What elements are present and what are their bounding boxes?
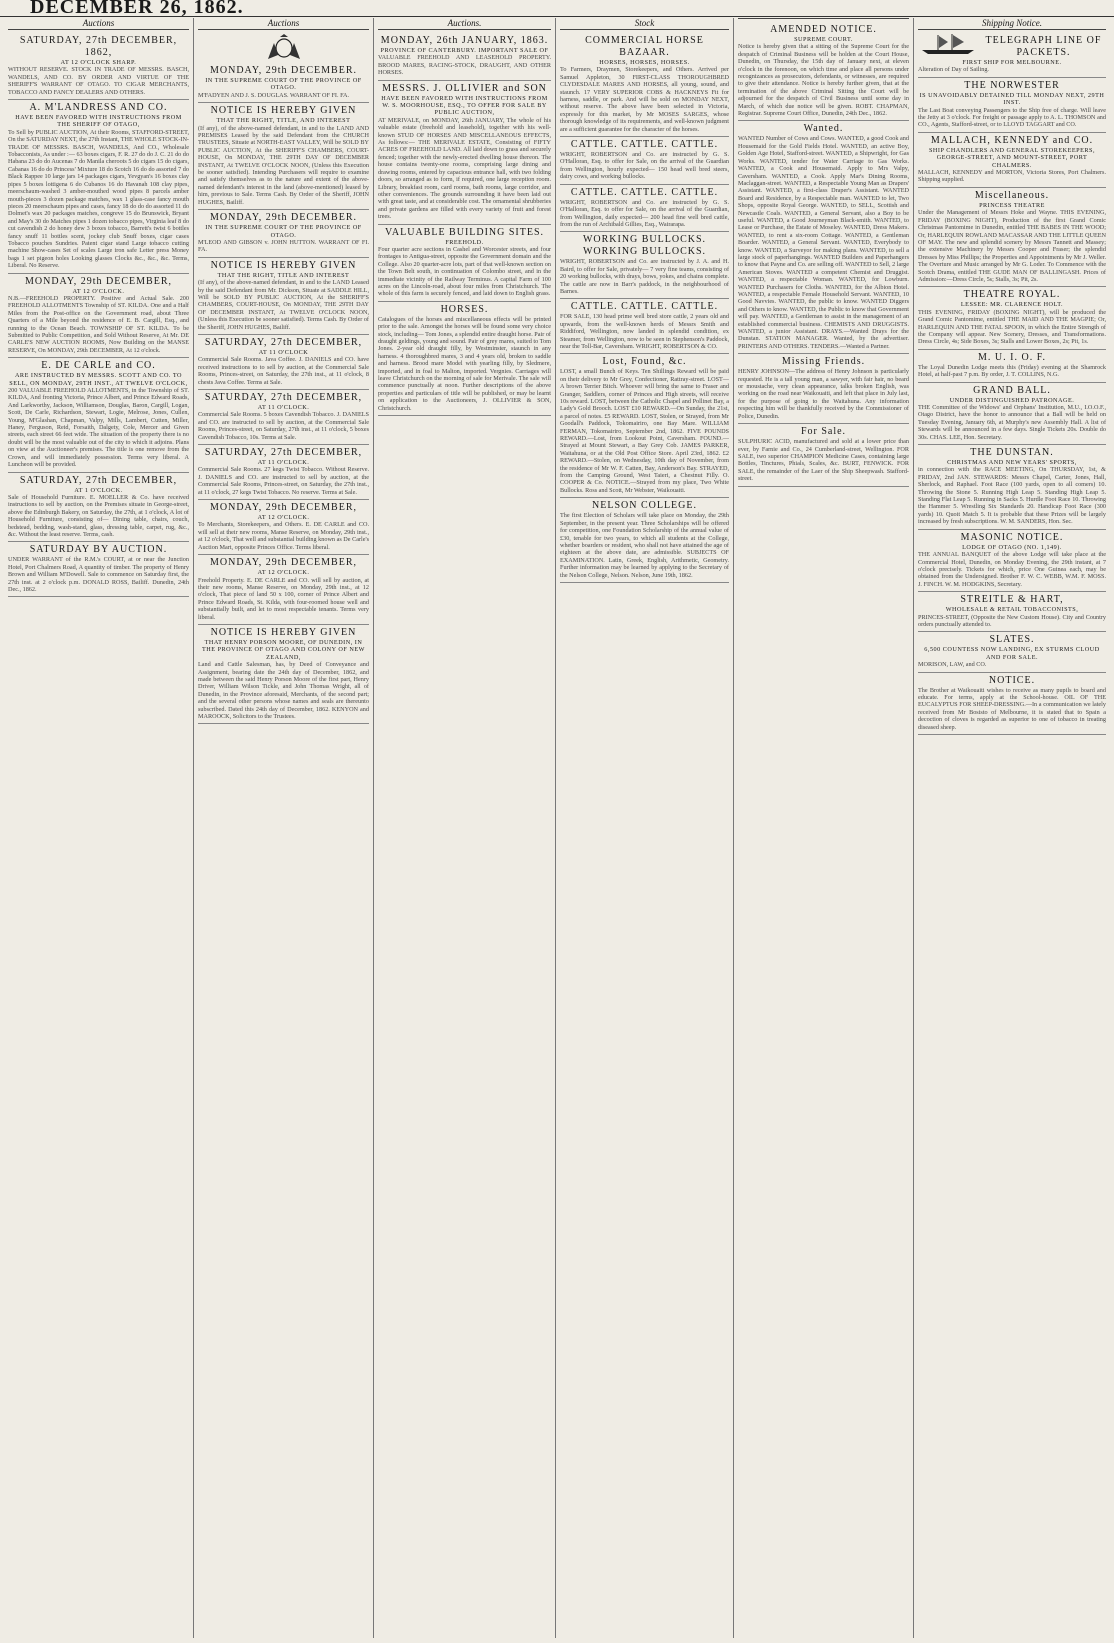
column-5: [734, 18, 914, 1638]
ad-title: VALUABLE BUILDING SITES.: [384, 226, 545, 238]
ad-body: (If any), of the above-named defendant, in and to the LAND AND PREMISES Leased by the said Defendant from the CHURCH TRUSTEES, Situate at NORTH-EAST VALLEY, Will be SOLD BY PUBLIC AUCTION, At the SHERIFF'S CHAMBERS, COURT-HOUSE, On MONDAY, THE 29TH DAY OF DECEMBER INSTANT, At TWELVE O'CLOCK NOON, (Unless this Execution be sooner satisfied). Intending Purchasers will require to examine and satisfy themselves as to the nature and extent of the above-named defendant's interest in the land (above-mentioned) leased by him, previous to Sale. Terms Cash. By Order of the Sheriff, JOHN HUGHES, Bailiff.: [198, 124, 369, 206]
advertisement: [198, 500, 369, 555]
ad-subtitle: IN THE SUPREME COURT OF THE PROVINCE OF OTAGO.: [205, 224, 362, 239]
advertisement: [918, 592, 1106, 632]
column-1: [4, 18, 194, 1638]
column-2: [194, 18, 374, 1638]
ad-subtitle: LESSEE: MR. CLARENCE HOLT.: [960, 301, 1064, 309]
ad-subtitle: HORSES, HORSES, HORSES.: [599, 59, 690, 66]
advertisement: [738, 121, 909, 354]
ad-subtitle: HAVE BEEN FAVORED WITH INSTRUCTIONS FROM W. S. MOORHOUSE, ESQ., TO OFFER FOR SALE BY PUBLIC AUCTION,: [381, 94, 548, 117]
column-heading: Stock: [560, 18, 729, 30]
ad-subtitle: FREEHOLD.: [445, 238, 484, 246]
ad-body: The Loyal Dunedin Lodge meets this (Friday) evening at the Shamrock Hotel, at half-past 7 p.m. By order, J. T. COLLINS, N.G.: [918, 363, 1106, 379]
advertisement: [198, 103, 369, 210]
ad-title: MONDAY, 29th DECEMBER,: [24, 275, 173, 287]
advertisement: [560, 185, 729, 233]
ad-subtitle: ARE INSTRUCTED BY MESSRS. SCOTT AND CO. TO SELL, ON MONDAY, 29TH INST., AT TWELVE O'CLOCK,: [9, 372, 188, 387]
advertisement: [560, 33, 729, 137]
columns-container: [4, 18, 1110, 1638]
ad-subtitle: HAVE BEEN FAVORED WITH INSTRUCTIONS FROM THE SHERIFF OF OTAGO,: [15, 114, 182, 129]
ad-body: To Merchants, Storekeepers, and Others. E. DE CARLE and CO. will sell at their new rooms, Manse Reserve, on Monday, 29th inst., at 12 o'clock, That well and substantial building known as De Carle's Auction Mart, opposite Princes Office. Terms liberal.: [198, 521, 369, 551]
ad-body: Freehold Property. E. DE CARLE and CO. will sell by auction, at their new rooms, Manse Reserve, on Monday, 29th inst., at 12 o'clock, That piece of land 50 x 100, corner of Prince Albert and Prince Edward Roads, St. Kilda, with four-roomed house well and substantially built, and let to most respectable tenants. Terms very liberal.: [198, 576, 369, 621]
advertisement: [918, 78, 1106, 133]
ad-title: CATTLE. CATTLE. CATTLE.: [570, 186, 719, 198]
ad-title: THE DUNSTAN.: [970, 447, 1054, 459]
ad-subtitle: THAT HENRY PORSON MOORE, OF DUNEDIN, IN THE PROVINCE OF OTAGO AND COLONY OF NEW ZEALAND,: [202, 638, 365, 661]
ad-body: in connection with the RACE MEETING, On THURSDAY, 1st, & FRIDAY, 2nd JAN. STEWARDS: Messrs Chapel, Carter, Jones, Hall, Sherlock, and Raphael. Foot Race (100 yards, open to all comers) 10. Throwing the Stone 5. Running High Leap 5. Standing High Leap 5. Standing Flat Leap 5. Running in Sacks 5. Hurdle Foot Race 10. Throwing the Hammer 5. Wrestling Six Standards 20. Handicap Foot Race (300 yards) 10. Quoit Match 5. It is probable that these Prizes will be largely increased by fresh subscriptions. W. M. SANDERS, Hon. Sec.: [918, 466, 1106, 526]
ad-body: Commercial Sale Rooms. Java Coffee. J. DANIELS and CO. have received instructions to to sell by auction, at the Commercial Sale Rooms, Princes-street, on Saturday, the 27th inst., at 11 o'clock, 8 chests Java Coffee. Terms at Sale.: [198, 356, 369, 386]
ad-title: COMMERCIAL HORSE BAZAAR.: [585, 35, 704, 58]
ad-body: Commercial Sale Rooms. 5 boxes Cavendish Tobacco. J. DANIELS and CO. are instructed to sell by auction, at the Commercial Sale Rooms, Princes-street, on Saturday, 27th inst., at 11 o'clock, 5 boxes Cavendish Tobacco, 10s. Terms at Sale.: [198, 411, 369, 441]
advertisement: [560, 354, 729, 498]
ad-title: CATTLE. CATTLE. CATTLE.: [570, 301, 719, 313]
ad-title: SLATES.: [989, 634, 1035, 646]
ad-body: (If any), of the above-named defendant, in and to the LAND Leased by the said Defendant from Mr. Dickson, Situate at SADDLE HILL, Will be SOLD BY PUBLIC AUCTION, At the SHERIFF'S CHAMBERS, COURT-HOUSE, On MONDAY, THE 29TH DAY OF DECEMBER INSTANT, At TWELVE O'CLOCK NOON, (Unless this Execution be sooner satisfied). Terms Cash. By Order of the Sheriff, JOHN HUGHES, Bailiff.: [198, 279, 369, 331]
ad-subtitle: AT 11 O'CLOCK.: [257, 404, 310, 411]
ad-body: The Last Boat conveying Passengers to the Ship free of charge. Will leave the Jetty at 3 o'clock. For freight or passage apply to A. L. THOMSON and CO., Agents, Stafford-street, or to LLOYD TAGGART and CO.: [918, 106, 1106, 129]
ad-title: THE NORWESTER: [964, 79, 1060, 91]
ad-subtitle: SHIP CHANDLERS AND GENERAL STOREKEEPERS, GEORGE-STREET, AND MOUNT-STREET, PORT CHALMERS.: [928, 146, 1096, 169]
ad-body: The first Election of Scholars will take place on Monday, the 29th September, in the present year. Three Scholarships will be offered for competition, one Foundation Scholarship of the annual value of £30, tenable for two years, to which all students at the College, whether boarders or resident, who shall not have attained the age of eighteen at the above date, are admissible. SUBJECTS OF EXAMINATION. Latin, Greek, English, Arithmetic, Geometry. Further information may be learned by applying to the Secretary of the Nelson College, Nelson. Nelson, June 19th, 1862.: [560, 512, 729, 579]
ad-body: Catalogues of the horses and miscellaneous effects will be printed prior to the sale. Amongst the horses will be found some very choice stock, including— Tom Jones, a splendid entire draught horse. Pair of draught geldings, young and sound. Pair of grey mares, suited to Tom Jones. 2-year old draught filly, by Westminster, staunch in any harness. 4 thoroughbred mares, 3 and 4 years old, broken to saddle and harness. Brood mare Model with yearling filly, by Sledmere, imported, and in foal to Malton, imported. Vergnies. Carriages will leave Christchurch on the morning of sale for Merivale. The sale will commence punctually at noon. Further descriptions of the above properties and particulars of title will be published, or may be learnt on application to the Auctioneers, J. OLLIVIER & SON, Christchurch.: [378, 315, 551, 412]
ad-body: Land and Cattle Salesman, has, by Deed of Conveyance and Assignment, bearing date the 24th day of December, 1862, and made between the said Henry Porson Moore of the first part, Henry Driver, William Wilson Tickle, and John Thomas Wright, all of Dunedin, in the Province aforesaid, Merchants, of the second part; and the several other persons whose names and seals are thereunto subscribed. Dated this 24th day of December, 1862. KENYON and MAROOCK, Solicitors to the Trustees.: [198, 661, 369, 720]
advertisement: [738, 22, 909, 121]
advertisement: [918, 632, 1106, 672]
royal-crest-icon: [262, 33, 306, 61]
ad-title: NOTICE.: [988, 674, 1036, 686]
ad-body: THE Committee of the Widows' and Orphans' Institution, M.U., I.O.O.F., Otago District, have the honor to announce that a Ball will be held on Tuesday Evening, January 6th, at Murphy's new Assembly Hall. A list of Stewards will be announced in a few days. Single Tickets 20s. Double do 30s. CHAS. LEE, Hon. Secretary.: [918, 404, 1106, 441]
ad-title: MONDAY, 29th DECEMBER.: [209, 65, 358, 76]
ad-title: AMENDED NOTICE.: [770, 24, 877, 35]
ad-subtitle: AT 12 O'CLOCK.: [72, 287, 125, 295]
advertisement: [918, 350, 1106, 383]
advertisement: [918, 188, 1106, 287]
ad-body: 200 VALUABLE FREEHOLD ALLOTMENTS, in the Township of ST. KILDA, And fronting Victoria, Prince Albert, and Prince Edward Roads, And Larkworthy, Jackson, Williamson, Douglas, Baron, Cargill, Logan, Scott, De Carle, Richardson, Stewart, Logie, Melrose, Jones, Cullen, Young, M'Glashan, Chapman, Valpy, Mills, Lambert, Cutten, Miller, Haney, Ferguson, Reid, Forsaith, Dalgety, Cole, Mercer and Given streets, each street 66 feet wide. The situation of the property there is no doubt will be the most valuable out of the city to which it adjoins. Plans on view at the Auctioneer's premises. The title is one remove from the Crown, and will immediately possession. Terms very liberal. A Luncheon will be provided.: [8, 387, 189, 469]
ad-body: MALLACH, KENNEDY and MORTON, Victoria Stores, Port Chalmers. Shipping supplied.: [918, 169, 1106, 184]
advertisement: [198, 390, 369, 445]
ad-title: M. U. I. O. F.: [978, 351, 1046, 363]
advertisement: [918, 530, 1106, 592]
ad-body: The Brother at Waikouaiti wishes to receive as many pupils to board and educate. For terms, apply at the School-house. OIL OF THE EUCALYPTUS FOR SHEEP-DRESSING.—In a communication we lately received from Mr Bosisto of Melbourne, it is stated that to Spain a decoction of cloves is regarded as superior to one of tobacco in treating diseased sheep.: [918, 686, 1106, 731]
ad-body: WRIGHT, ROBERTSON and Co. are instructed by J. A. and H. Baird, to offer for Sale, privately— 7 very fine teams, consisting of 20 working bullocks, with drays, bows, yokes, and chains complete. The cattle are now in Barr's paddock, in the neighbourhood of Barnes.: [560, 258, 729, 295]
ad-title: SATURDAY, 27th DECEMBER,: [204, 447, 363, 459]
ad-title: MALLACH, KENNEDY and CO.: [930, 134, 1094, 146]
ad-subtitle: CHRISTMAS AND NEW YEARS' SPORTS,: [947, 459, 1077, 467]
ad-title: SATURDAY, 27th DECEMBER, 1862,: [19, 35, 178, 58]
advertisement: [378, 81, 551, 225]
column-heading: Auctions: [198, 18, 369, 30]
ad-title: NELSON COLLEGE.: [592, 500, 697, 512]
ad-body: N.B.—FREEHOLD PROPERTY. Positive and Actual Sale. 200 FREEHOLD ALLOTMENTS Township of ST. KILDA. One and a Half Miles from the Post-office on the Government road, about Three Quarters of a Mile beyond the residence of E. B. Cargill, Esq., and running to the Ocean Beach. TOWNSHIP OF ST. KILDA. To be Submitted to Public Competition, and Sold Without Reserve, At Mr. DE CARLE'S NEW AUCTION ROOMS, Now Building on the MANSE RESERVE, On MONDAY, 29th DECEMBER, At 12 o'clock.: [8, 294, 189, 354]
ad-subtitle: LODGE OF OTAGO (NO. 1,149).: [962, 543, 1062, 551]
ad-body: PRINCES-STREET, (Opposite the New Custom House). City and Country orders punctually attended to.: [918, 613, 1106, 628]
ad-subtitle: 6,500 COUNTESS NOW LANDING, EX STURMS CLOUD AND FOR SALE.: [924, 646, 1100, 661]
column-4: [556, 18, 734, 1638]
ad-title: MESSRS. J. OLLIVIER and SON: [382, 82, 547, 94]
advertisement: [198, 555, 369, 625]
ad-body: VALUABLE FREEHOLD AND LEASEHOLD PROPERTY. BROOD MARES, RACING-STOCK, DRAUGHT, AND OTHER HORSES.: [378, 54, 551, 77]
ad-body: WANTED Number of Cows and Cows. WANTED, a good Cook and Housemaid for the Gold Fields Hotel. WANTED, an active Boy, Golden Age Hotel, Stafford-street. WANTED, a Shipwright, for Gas Works. WANTED, tender for Water Carriage to Gas Works. WANTED, a Cook and Housemaid. Apply to Mrs Valpy, Caversham. WANTED, a Cook. Apply Mar's Dining Rooms, Maclaggan-street. WANTED, a Respectable Young Man as Drapers' Assistant. WANTED, a first-class Draper's Assistant. WANTED Board and Residence, by a Respectable man. WANTED to let, Two Shops, opposite Royal George. WANTED, to SELL, Scottish and Newcastle Coals. WANTED, a General Servant, also a Boy to be useful. WANTED, a Good Journeyman Black-smith. WANTED, to Lease or Purchase, the Estate of Moseley. WANTED, Dress Makers. WANTED, to rent a six-room Cottage. WANTED, a Gentleman Boarder. WANTED, a General Servant. WANTED, Everybody to know. WANTED, a Surveyor for making plans. WANTED, to sell a large stock of paperhangings. WANTED Builders and Paperhangers to know that Payne and Co. are selling off. WANTED to Sell, 2 large American Stoves. WANTED a competent Chemist and Druggist. WANTED, a respectable Woman. WANTED, for Lowburn. WANTED Purchasers for Cloths. WANTED, for the Albion Hotel. WANTED, a respectable Female Household Servant. WANTED, 10 Good Navvies. WANTED, the public to know. WANTED Diggers and Others to know. WANTED, the Public to know that Government will pay. WANTED, a Gentleman to assist in the management of an established commercial business. CHEMISTS AND DRUGGISTS. WANTED, a junior Assistant. DRAYS.—Wanted Drays for the Dunstan. STATION MANAGER. Wanted, by the advertiser. PRINTERS AND OTHERS. TENDERS.—Wanted a Partner.: [738, 135, 909, 350]
ad-body: M'FADYEN AND J. S. DOUGLAS. WARRANT OF FI. FA.: [198, 91, 350, 99]
ad-body: SULPHURIC ACID, manufactured and sold at a lower price than ever, by Farnie and Co., 24 Cumberland-street, Wellington. FOR SALE, two superior CHAMPION Medicine Cases, containing large Bottles, Tinctures, Phials, Scales, &c. BURT, FENWICK. FOR SALE, the remainder of the Laer of the Ship Sheepwash. Stafford-street.: [738, 438, 909, 483]
advertisement: [198, 258, 369, 335]
ad-title: THEATRE ROYAL.: [963, 289, 1061, 301]
ad-title: SATURDAY, 27th DECEMBER,: [204, 392, 363, 403]
ad-body: To Farmers, Draymen, Storekeepers, and Others. Arrived per Samuel Appleton, 30 FIRST-CLASS THOROUGHBRED CLYDESDALE MARES AND HORSES, all young, sound, and staunch. 17 VERY SUPERIOR COBS & HACKNEYS Fit for harness, saddle, or park. And will be sold on MONDAY NEXT, without reserve. The above have been selected in Victoria, expressly for this market, by Mr MOSES SARGES, whose thorough knowledge of its requirements, and well-known judgment are a sufficient guarantee for the character of the horses.: [560, 66, 729, 133]
ad-body: Alteration of Day of Sailing.: [918, 66, 989, 74]
advertisement: [560, 232, 729, 299]
ad-title: WORKING BULLOCKS. WORKING BULLOCKS.: [582, 234, 707, 258]
column-6: [914, 18, 1110, 1638]
ad-body: HENRY JOHNSON—The address of Henry Johnson is particularly requested. He is a tall young man, a sawyer, with fair hair, no beard or moustache, very clean appearance, talks broken English, was working on the road near Waikouaiti, and left that place in July last, for the purpose of going to the Waitahuna. Any information respecting him will be thankfully received by the Commissioner of Police, Dunedin.: [738, 368, 909, 420]
ad-subtitle: AT 1 O'CLOCK.: [74, 486, 123, 494]
column-heading: Shipping Notice.: [918, 18, 1106, 30]
ad-subtitle: AT 12 O'CLOCK.: [257, 569, 310, 577]
ad-subtitle: AT 11 O'CLOCK: [258, 348, 309, 356]
ad-body: To Sell by PUBLIC AUCTION, At their Rooms, STAFFORD-STREET, On the SATURDAY NEXT, the 27th Instant, THE WHOLE STOCK-IN-TRADE OF MESSRS. BASCH, WANDELS, And CO., Wholesale Tobacconists, As under :— 63 boxes cigars, F. R. 27 do do J. C. 21 do do Habana 23 do do Aucenas 7 do Manila cheroots 5 do cigars 15 do cigars, Cabanas 16 do do Princess' Mixture 18 do Scotch 16 do do assorted 7 do Black Rappee 10 large jars 14 packages cigars, Yevgyan's 16 boxes clay pipes 5 boxes lottigena 6 do Cubanos 16 do Havanah 108 clay pipes, meerschaum-washed 3 amber-mouthed wood pipes 8 parcels amber mouth-pieces 3 dozen package matches, wax 1 glass-case fancy mouth pieces 20 meerschaum pipes and cases, fancy 18 do do do assorted 11 do Dolmet's wax 20 packages matches, congreve 15 do Brunswick, Bryant and May's 30 do Matches pipes 1 dozen tobacco pipes, Virginia leaf 8 do cut cavendish 2 do honey dew 3 boxes tobacco, Barrett's twist 6 bottles fancy snuff 11 bottles scent, jockey club Snuff boxes, cigar cases Tobacco pouches Sundries. Patent cigar stand Large tobacco cutting machine Show-cases Set of scales Large iron safe Letter press Money bags 1 set pigeon holes Looking glasses Clocks &c., &c., &c. Terms, Liberal. No Reserve.: [8, 128, 189, 270]
advertisement: [198, 335, 369, 390]
ad-title: Wanted.: [803, 123, 844, 135]
ad-body: Sale of Household Furniture. E. MOELLER & Co. have received instructions to sell by auction, on the Premises situate in George-street, above the Edinburgh Bakery, on Saturday, the 27th, at 1 o'clock, A lot of Household Furniture, consisting of— Dining table, chairs, couch, bedstead, bedding, wash-stand, glass, dressing table, carpet, rug, &c., &c. Without the least reserve. Terms, cash.: [8, 493, 189, 538]
ad-body: FOR SALE, 130 head prime well bred store cattle, 2 years old and upwards, from the well-known herds of Messrs Smith and Riddiford, Wellington, now landed in splendid condition, ex Steamer, from Wellington, now to be seen in Stephenson's Paddock, near the Toll-Bar, Caversham. WRIGHT, ROBERTSON & CO.: [560, 313, 729, 350]
advertisement: [8, 33, 189, 100]
ad-title: E. DE CARLE and CO.: [41, 360, 156, 372]
advertisement: [560, 137, 729, 185]
ad-subtitle: PROVINCE OF CANTERBURY. IMPORTANT SALE OF: [380, 47, 549, 54]
advertisement: [560, 498, 729, 583]
masthead-date: DECEMBER 26, 1862.: [30, 0, 244, 18]
advertisement: [918, 287, 1106, 349]
ad-title: Lost, Found, &c.: [602, 356, 687, 368]
advertisement: [918, 383, 1106, 445]
advertisement: [918, 445, 1106, 530]
ad-body: MORISON, LAW, and CO.: [918, 661, 987, 669]
ad-body: Notice is hereby given that a sitting of the Supreme Court for the despatch of Criminal Business will be holden at the Court House, Dunedin, on Thursday, the 15th day of January next, at eleven o'clock in the forenoon, on which time and place all persons under recognizances as prosecutors, defendants, or witnesses, are required to give their attendance. Notice is hereby further given, that at the termination of the above Criminal Sitting the Court will be adjourned for the despatch of Civil Business until some day in March, of which due notice will be given. ROBT. CHAPMAN, Registrar. Supreme Court Office, Dunedin, 24th Dec., 1862.: [738, 43, 909, 118]
ad-body: WRIGHT, ROBERTSON and Co. are instructed by G. S. O'Halloran, Esq. to offer for Sale, on the arrival of the Guardian, from Wellington, daily expected— 200 head fine well bred cattle, from the run of Archibald Gillies, Esq., Wairarapa.: [560, 198, 729, 228]
column-heading: Auctions: [8, 18, 189, 30]
ad-title: For Sale.: [800, 426, 847, 438]
ad-subtitle: IS UNAVOIDABLY DETAINED TILL MONDAY NEXT, 29TH INST.: [919, 91, 1105, 107]
ad-subtitle: WHOLESALE & RETAIL TOBACCONISTS,: [945, 606, 1079, 614]
ad-title: CATTLE. CATTLE. CATTLE.: [570, 139, 719, 151]
advertisement: [738, 354, 909, 424]
ad-title: Missing Friends.: [781, 356, 866, 368]
advertisement: [198, 210, 369, 258]
ad-body: Under the Management of Messrs Hoke and Wayne. THIS EVENING, FRIDAY (BOXING NIGHT), Production of the first Grand Comic Christmas Pantomime in Dunedin, entitled THE BABES IN THE WOOD; Or, HARLEQUIN ROWLAND MACASSAR AND THE LITTLE QUEEN OF MAY. The new and splendid scenery by Messrs Tannett and Massey; the extensive Machinery by Messrs Cooper and Fraser; the splendid Dresses by Miss Phillips; the Properties and Appointments by Mr J. Weller. The Overture and Music arranged by Mr G. Loder. To Commence with the Scotch Drama, entitled THE GUDE MAN OF BALLINGASH. Prices of Admission:—Dress Circle, 5s; Stalls, 3s; Pit, 2s.: [918, 209, 1106, 283]
ad-body: UNDER WARRANT of the R.M.'s COURT, at or near the Junction Hotel, Port Chalmers Road, A quantity of timber. The property of Henry Brown and William M'Dowell. Sale to commence on Saturday first, the 27th inst. at 2 o'clock p.m. DONALD ROSS, Bailiff. Dunedin, 24th Dec., 1862.: [8, 556, 189, 593]
ad-subtitle: SUPREME COURT.: [794, 36, 853, 43]
ad-subtitle: AT 11 O'CLOCK.: [257, 459, 310, 467]
advertisement: [738, 424, 909, 486]
ad-subtitle: FIRST SHIP FOR MELBOURNE.: [962, 59, 1062, 66]
advertisement: [198, 445, 369, 500]
ad-title: MONDAY, 29th DECEMBER,: [209, 557, 358, 569]
ad-subtitle: UNDER DISTINGUISHED PATRONAGE.: [949, 396, 1075, 404]
ad-body: Four quarter acre sections in Cashel and Worcester streets, and four frontages to Antigua-street, opposite the Government domain and the College. Also 20 quarter-acre lots, part of that well-known section on the Town Belt south, in continuation of Colombo street, and in the immediate vicinity of the Railway Terminus. A capital Farm of 100 acres on the Lincoln-road, about four miles from Christchurch. The whole of this farm is securely fenced, and laid down to English grass.: [378, 245, 551, 298]
ad-title: HORSES.: [440, 303, 489, 315]
advertisement: [8, 473, 189, 543]
column-heading: [738, 18, 909, 19]
ad-body: AT MERIVALE, on MONDAY, 26th JANUARY, The whole of his valuable estate (freehold and leasehold), together with his well-known STUD OF HORSES AND MISCELLANEOUS EFFECTS, As follows:— THE MERIVALE ESTATE, Consisting of FIFTY ACRES OF FREEHOLD LAND. All laid down to grass and securely fenced; together with the newly-erected dwelling house thereon. The house contains twenty-one rooms, comprising large dining and drawing rooms, entered by capacious entrance hall, with two folding doors, so arranged as to form, if required, one large reception room. Library, breakfast room, card rooms, bath rooms, large corridor, and other conveniences. The grounds surrounding it have been laid out with great taste, and at considerable cost. The ornamental shrubberies and private gardens are filled with every variety of fruit and forest trees.: [378, 116, 551, 221]
advertisement: [8, 542, 189, 597]
advertisement: [918, 133, 1106, 188]
advertisement: [198, 63, 369, 103]
ad-body: WRIGHT, ROBERTSON and Co. are instructed by G. S. O'Halloran, Esq. to offer for Sale, on the arrival of the Guardian from Wellington, hourly expected— 150 head well bred steers, dairy cows, and working bullocks.: [560, 151, 729, 181]
advertisement: [8, 358, 189, 472]
ad-subtitle: THAT THE RIGHT, TITLE AND INTEREST: [217, 271, 350, 279]
advertisement: [918, 673, 1106, 735]
ad-subtitle: THAT THE RIGHT, TITLE, AND INTEREST: [216, 117, 351, 125]
advertisement: [378, 302, 551, 416]
ad-subtitle: AT 12 O'CLOCK SHARP.: [60, 59, 137, 66]
ad-body: LOST, a small Bunch of Keys. Ten Shillings Reward will be paid on their delivery to Mr Grey, Confectioner, Rattray-street. LOST—A brown Terrier Bitch. Whoever will bring the same to Fraser and Granger, Saddlers, corner of Princes and High streets, will receive 10s reward. LOST, between the Catholic Chapel and Pollinet Bay, a Lady's Gold Brooch. LOST £10 REWARD.—On Sunday, the 21st, a parcel of notes. £5 REWARD. LOST, Stolen, or Strayed, from Mr Goodall's Paddock, Tokomairiro, one Bay Mare. WILLIAM FERMAN, Tokomairiro, September 2nd, 1862. FIVE POUNDS REWARD.—Lost, from Lookout Point, Caversham. FOUND.—Strayed at Mount Stewart, a Bay Grey Cob. JAMES PARKER, Waitahuna, or at the Old Post Office Store. April 23rd, 1862. £2 REWARD.—Stolen, on Wednesday, 10th day of November, from the residence of Mr W. F. Catten, Bay, Anderson's Bay. STRAYED, from the Camping Ground, West Taieri, a Chestnut Filly. O. COOPER & Co. NOTICE.—Strayed from my place, Two White Bullocks. Ross and Scott, Mr Webster, Waikouaiti.: [560, 368, 729, 494]
ad-title: MONDAY, 29th DECEMBER,: [209, 502, 358, 514]
ad-body: THIS EVENING, FRIDAY (BOXING NIGHT), will be produced the Grand Comic Pantomime, entitled THE MAID AND THE MAGPIE; Or, HARLEQUIN AND THE FATAL SPOON, in which the Entire Strength of the Company will appear. New Scenery, Dresses, and Transformations. Dress Circle, 4s; Side Boxes, 3s; Stalls and Lower Boxes, 2s; Pit, 1s.: [918, 308, 1106, 346]
ad-subtitle: PRINCESS THEATRE: [979, 201, 1045, 209]
column-3: [374, 18, 556, 1638]
advertisement: [560, 299, 729, 354]
advertisement: [8, 274, 189, 359]
ad-subtitle: IN THE SUPREME COURT OF THE PROVINCE OF OTAGO.: [205, 77, 362, 92]
advertisement: [378, 225, 551, 302]
ad-title: SATURDAY, 27th DECEMBER,: [204, 336, 363, 348]
sailing-ship-icon: [918, 33, 978, 55]
ad-title: SATURDAY BY AUCTION.: [29, 544, 168, 556]
ad-title: A. M'LANDRESS AND CO.: [29, 102, 168, 114]
ad-subtitle: AT 12 O'CLOCK.: [257, 514, 310, 522]
column-heading: Auctions.: [378, 18, 551, 30]
ad-body: M'LEOD AND GIBSON v. JOHN HUTTON. WARRANT OF FI. FA.: [198, 238, 369, 254]
ad-title: STREITLE & HART,: [960, 594, 1064, 606]
masthead: [0, 0, 1114, 17]
ad-title: GRAND BALL.: [973, 384, 1051, 396]
advertisement: [8, 100, 189, 274]
ad-title: NOTICE IS HEREBY GIVEN: [210, 105, 357, 117]
ad-title: NOTICE IS HEREBY GIVEN: [210, 626, 357, 638]
ad-body: THE ANNUAL BANQUET of the above Lodge will take place at the Commercial Hotel, Dunedin, on Monday Evening, the 29th instant, at 7 o'clock precisely. Tickets for which, price One Guinea each, may be obtained from the Undersigned. Brother F. W. C. WEBB, W.M. F. MOSS. J. FINCH. W. M. HODGKINS, Secretary.: [918, 551, 1106, 588]
ad-title: MONDAY, 26th JANUARY, 1863.: [380, 35, 549, 46]
ad-title: TELEGRAPH LINE OF PACKETS.: [985, 35, 1102, 58]
ad-title: MASONIC NOTICE.: [960, 531, 1064, 543]
ad-title: Miscellaneous.: [974, 189, 1050, 201]
advertisement: [198, 625, 369, 724]
ad-title: SATURDAY, 27th DECEMBER,: [19, 474, 178, 486]
ad-title: MONDAY, 29th DECEMBER.: [209, 212, 358, 224]
ad-title: NOTICE IS HEREBY GIVEN: [210, 259, 357, 271]
ad-body: WITHOUT RESERVE. STOCK IN TRADE OF MESSRS. BASCH, WANDELS, AND CO. BY ORDER AND VIRTUE OF THE SHERIFF'S WARRANT OF OTAGO. TO CIGAR MERCHANTS, TOBACCO AND FANCY DEALERS AND OTHERS.: [8, 66, 189, 96]
advertisement: [378, 33, 551, 81]
ad-body: Commercial Sale Rooms. 27 kegs Twist Tobacco. Without Reserve. J. DANIELS and CO. are instructed to sell by auction, at the Commercial Sale Rooms, Princes-street, on Saturday, the 27th inst., at 11 o'clock, 27 kegs Twist Tobacco. No reserve. Terms at Sale.: [198, 466, 369, 496]
